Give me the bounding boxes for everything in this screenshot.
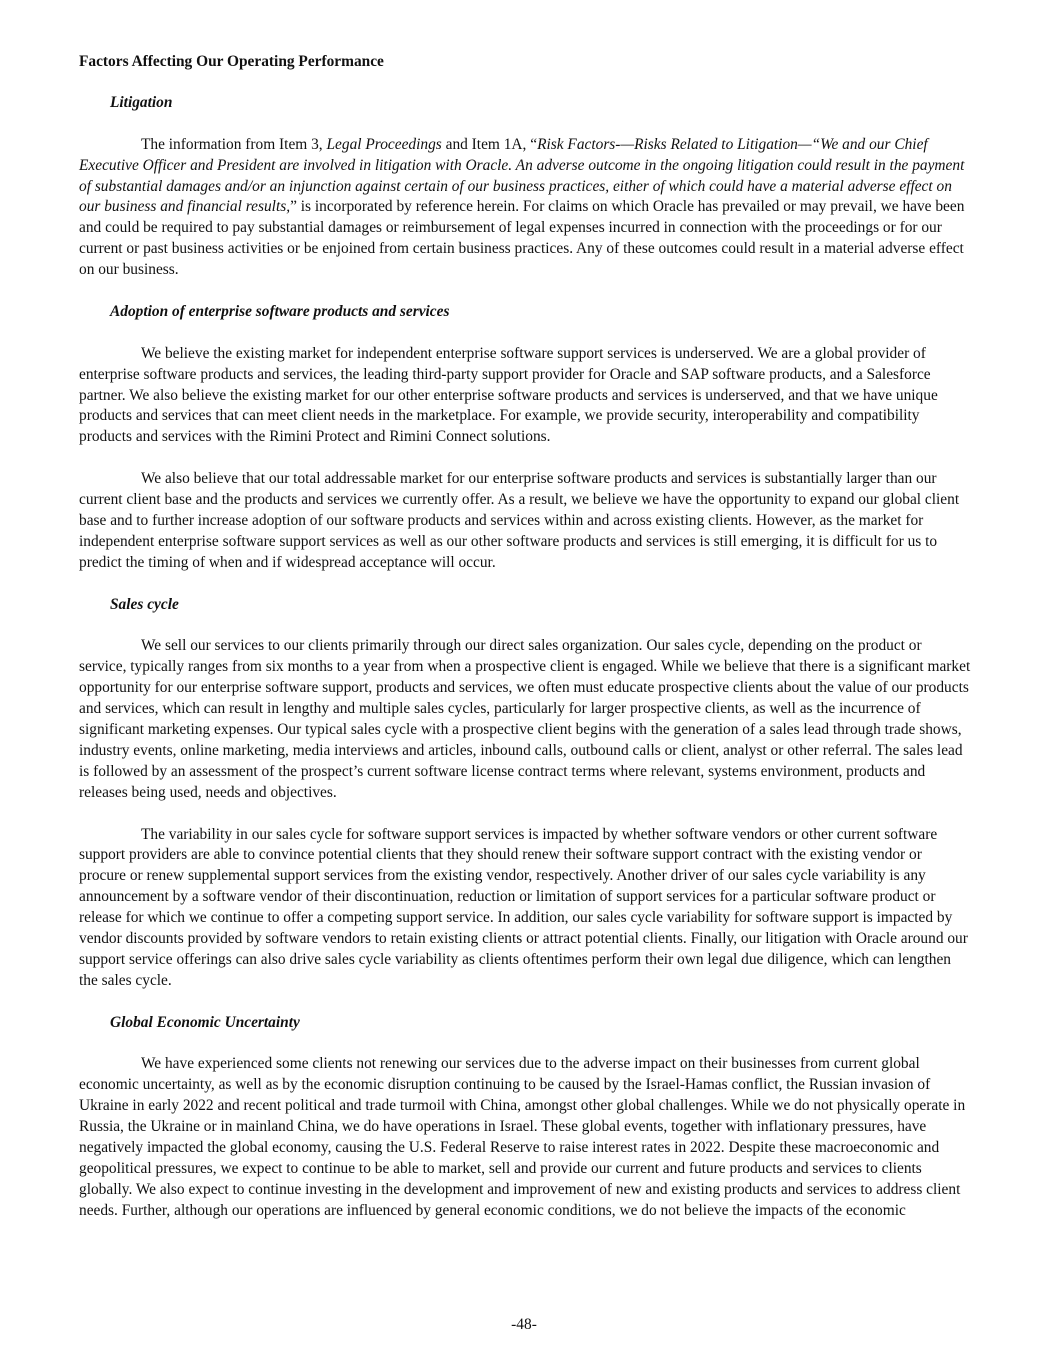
sales-cycle-paragraph-2: The variability in our sales cycle for software support services is impacted by whether software vendors or other current software support providers are able to convince potential clients that they should renew their software support contract with the existing vendor or procure or renew supplemental support services from the existing vendor, respectively. Another driver of our sales cycle variability is any announcement by a software vendor of their discontinuation, reduction or limitation of support services for a particular software product or release for which we continue to offer a competing support service. In addition, our sales cycle variability for software support is impacted by vendor discounts provided by software vendors to retain existing clients or attract potential clients. Finally, our litigation with Oracle around our support service offerings can also drive sales cycle variability as clients oftentimes perform their own legal due diligence, which can lengthen the sales cycle. (79, 825, 968, 989)
litigation-text-e: ” is incorporated by reference herein. For claims on which Oracle has prevailed or may prevail, we have been and could be required to pay substantial damages or reimbursement of legal expenses incurred in connection with the proceedings or for our current or past business activities or be enjoined from certain business practices. Any of these outcomes could result in a material adverse effect on our business. (79, 198, 965, 279)
adoption-paragraph-2: We also believe that our total addressable market for our enterprise software products and services is substantially larger than our current client base and the products and services we currently offer. As a result, we believe we have the opportunity to expand our global client base and to further increase adoption of our software products and services within and across existing clients. However, as the market for independent enterprise software support services as well as our other software products and services is still emerging, it is difficult for us to predict the timing of when and if widespread acceptance will occur. (79, 470, 960, 571)
litigation-text-a: The information from Item 3, (141, 135, 327, 153)
risk-factors-quote: Risk Factors-—Risks Related to Litigation—“We and our Chief Executive Officer and President are involved in litigation with Oracle. An adverse outcome in the ongoing litigation could result in the payment of substantial damages and/or an injunction against certain of our business practices, either of which could have a material adverse effect on our business and financial results, (79, 135, 965, 216)
litigation-text-c: and Item 1A, “ (441, 135, 538, 153)
global-economic-paragraph: We have experienced some clients not renewing our services due to the adverse impact on their businesses from current global economic uncertainty, as well as by the economic disruption continuing to be caused by the Israel-Hamas conflict, the Russian invasion of Ukraine in early 2022 and recent political and trade turmoil with China, amongst other global challenges. While we do not physically operate in Russia, the Ukraine or in mainland China, we do have operations in Israel. These global events, together with inflationary pressures, have negatively impacted the global economy, causing the U.S. Federal Reserve to raise interest rates in 2022. Despite these macroeconomic and geopolitical pressures, we expect to continue to be able to market, sell and provide our current and future products and services to clients globally. We also expect to continue investing in the development and improvement of new and existing products and services to address client needs. Further, although our operations are influenced by general economic conditions, we do not believe the impacts of the economic (79, 1055, 966, 1219)
adoption-paragraph-1: We believe the existing market for independent enterprise software support services is underserved. We are a global provider of enterprise software products and services, the leading third-party support provider for Oracle and SAP software products, and a Salesforce partner. We also believe the existing market for our other enterprise software products and services is underserved, and that we have unique products and services that can meet client needs in the marketplace. For example, we provide security, interoperability and compatibility products and services with the Rimini Protect and Rimini Connect solutions. (79, 344, 938, 446)
document-body (79, 52, 971, 1243)
adoption-heading: Adoption of enterprise software products and services (110, 302, 450, 320)
section-title: Factors Affecting Our Operating Performance (79, 53, 384, 70)
legal-proceedings-ref: Legal Proceedings (326, 135, 442, 153)
page-number: -48- (511, 1316, 537, 1333)
sales-cycle-heading: Sales cycle (110, 595, 179, 613)
global-economic-heading: Global Economic Uncertainty (110, 1013, 300, 1031)
sales-cycle-paragraph-1: We sell our services to our clients primarily through our direct sales organization. Our sales cycle, depending on the product or service, typically ranges from six months to a year from when a prospective client is engaged. While we believe that there is a significant market opportunity for our enterprise software support, products and services, we often must educate prospective clients about the value of our products and services, which can result in lengthy and multiple sales cycles, particularly for larger prospective clients, as well as the incurrence of significant marketing expenses. Our typical sales cycle with a prospective client begins with the generation of a sales lead through trade shows, industry events, online marketing, media interviews and articles, inbound calls, outbound calls or client, analyst or other referral. The sales lead is followed by an assessment of the prospect’s current software license contract terms where relevant, systems environment, products and releases being used, needs and objectives. (79, 637, 971, 801)
litigation-heading: Litigation (110, 93, 173, 111)
litigation-paragraph (79, 135, 971, 281)
